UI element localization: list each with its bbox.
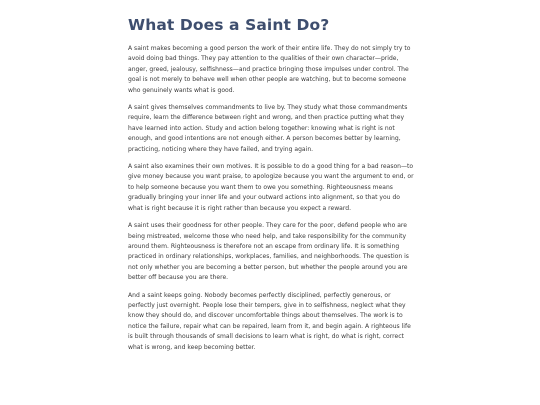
paragraph-2: A saint gives themselves commandments to live by. They study what those commandments require, learn the difference between right and wrong, and then practice putting what they have learned into action. Study and action belong together: knowing what is right is not enough, and good intentions are not enough either. A person becomes better by learning, practicing, noticing where they have failed, and trying again. <box>128 104 408 153</box>
paragraph-5: And a saint keeps going. Nobody becomes perfectly disciplined, perfectly generous, or perfectly just overnight. People lose their tempers, give in to selfishness, neglect what they know they should do, and discover uncomfortable things about themselves. The work is to notice the failure, repair what can be repaired, learn from it, and begin again. A righteous life is built through thousands of small decisions to learn what is right, do what is right, correct what is wrong, and keep becoming better. <box>128 291 411 351</box>
paragraph-3: A saint also examines their own motives. It is possible to do a good thing for a bad reason—to give money because you want praise, to apologize because you want the argument to end, or to help someone because you want them to owe you something. Righteousness means gradually bringing your inner life and your outward actions into alignment, so that you do what is right because it is right rather than because you expect a reward. <box>128 163 414 212</box>
page-title: What Does a Saint Do? <box>128 16 330 34</box>
paragraph-1: A saint makes becoming a good person the work of their entire life. They do not simply try to avoid doing bad things. They pay attention to the qualities of their own character—pride, anger, greed, jealousy, selfishness—and practice bringing those impulses under control. The goal is not merely to behave well when other people are watching, but to become someone who genuinely wants what is good. <box>128 45 411 94</box>
article <box>128 15 414 360</box>
paragraph-4: A saint uses their goodness for other people. They care for the poor, defend people who are being mistreated, welcome those who need help, and take responsibility for the community around them. Righteousness is therefore not an escape from ordinary life. It is something practiced in ordinary relationships, workplaces, families, and neighborhoods. The question is not only whether you are becoming a better person, but whether the people around you are better off because you are there. <box>128 222 409 282</box>
